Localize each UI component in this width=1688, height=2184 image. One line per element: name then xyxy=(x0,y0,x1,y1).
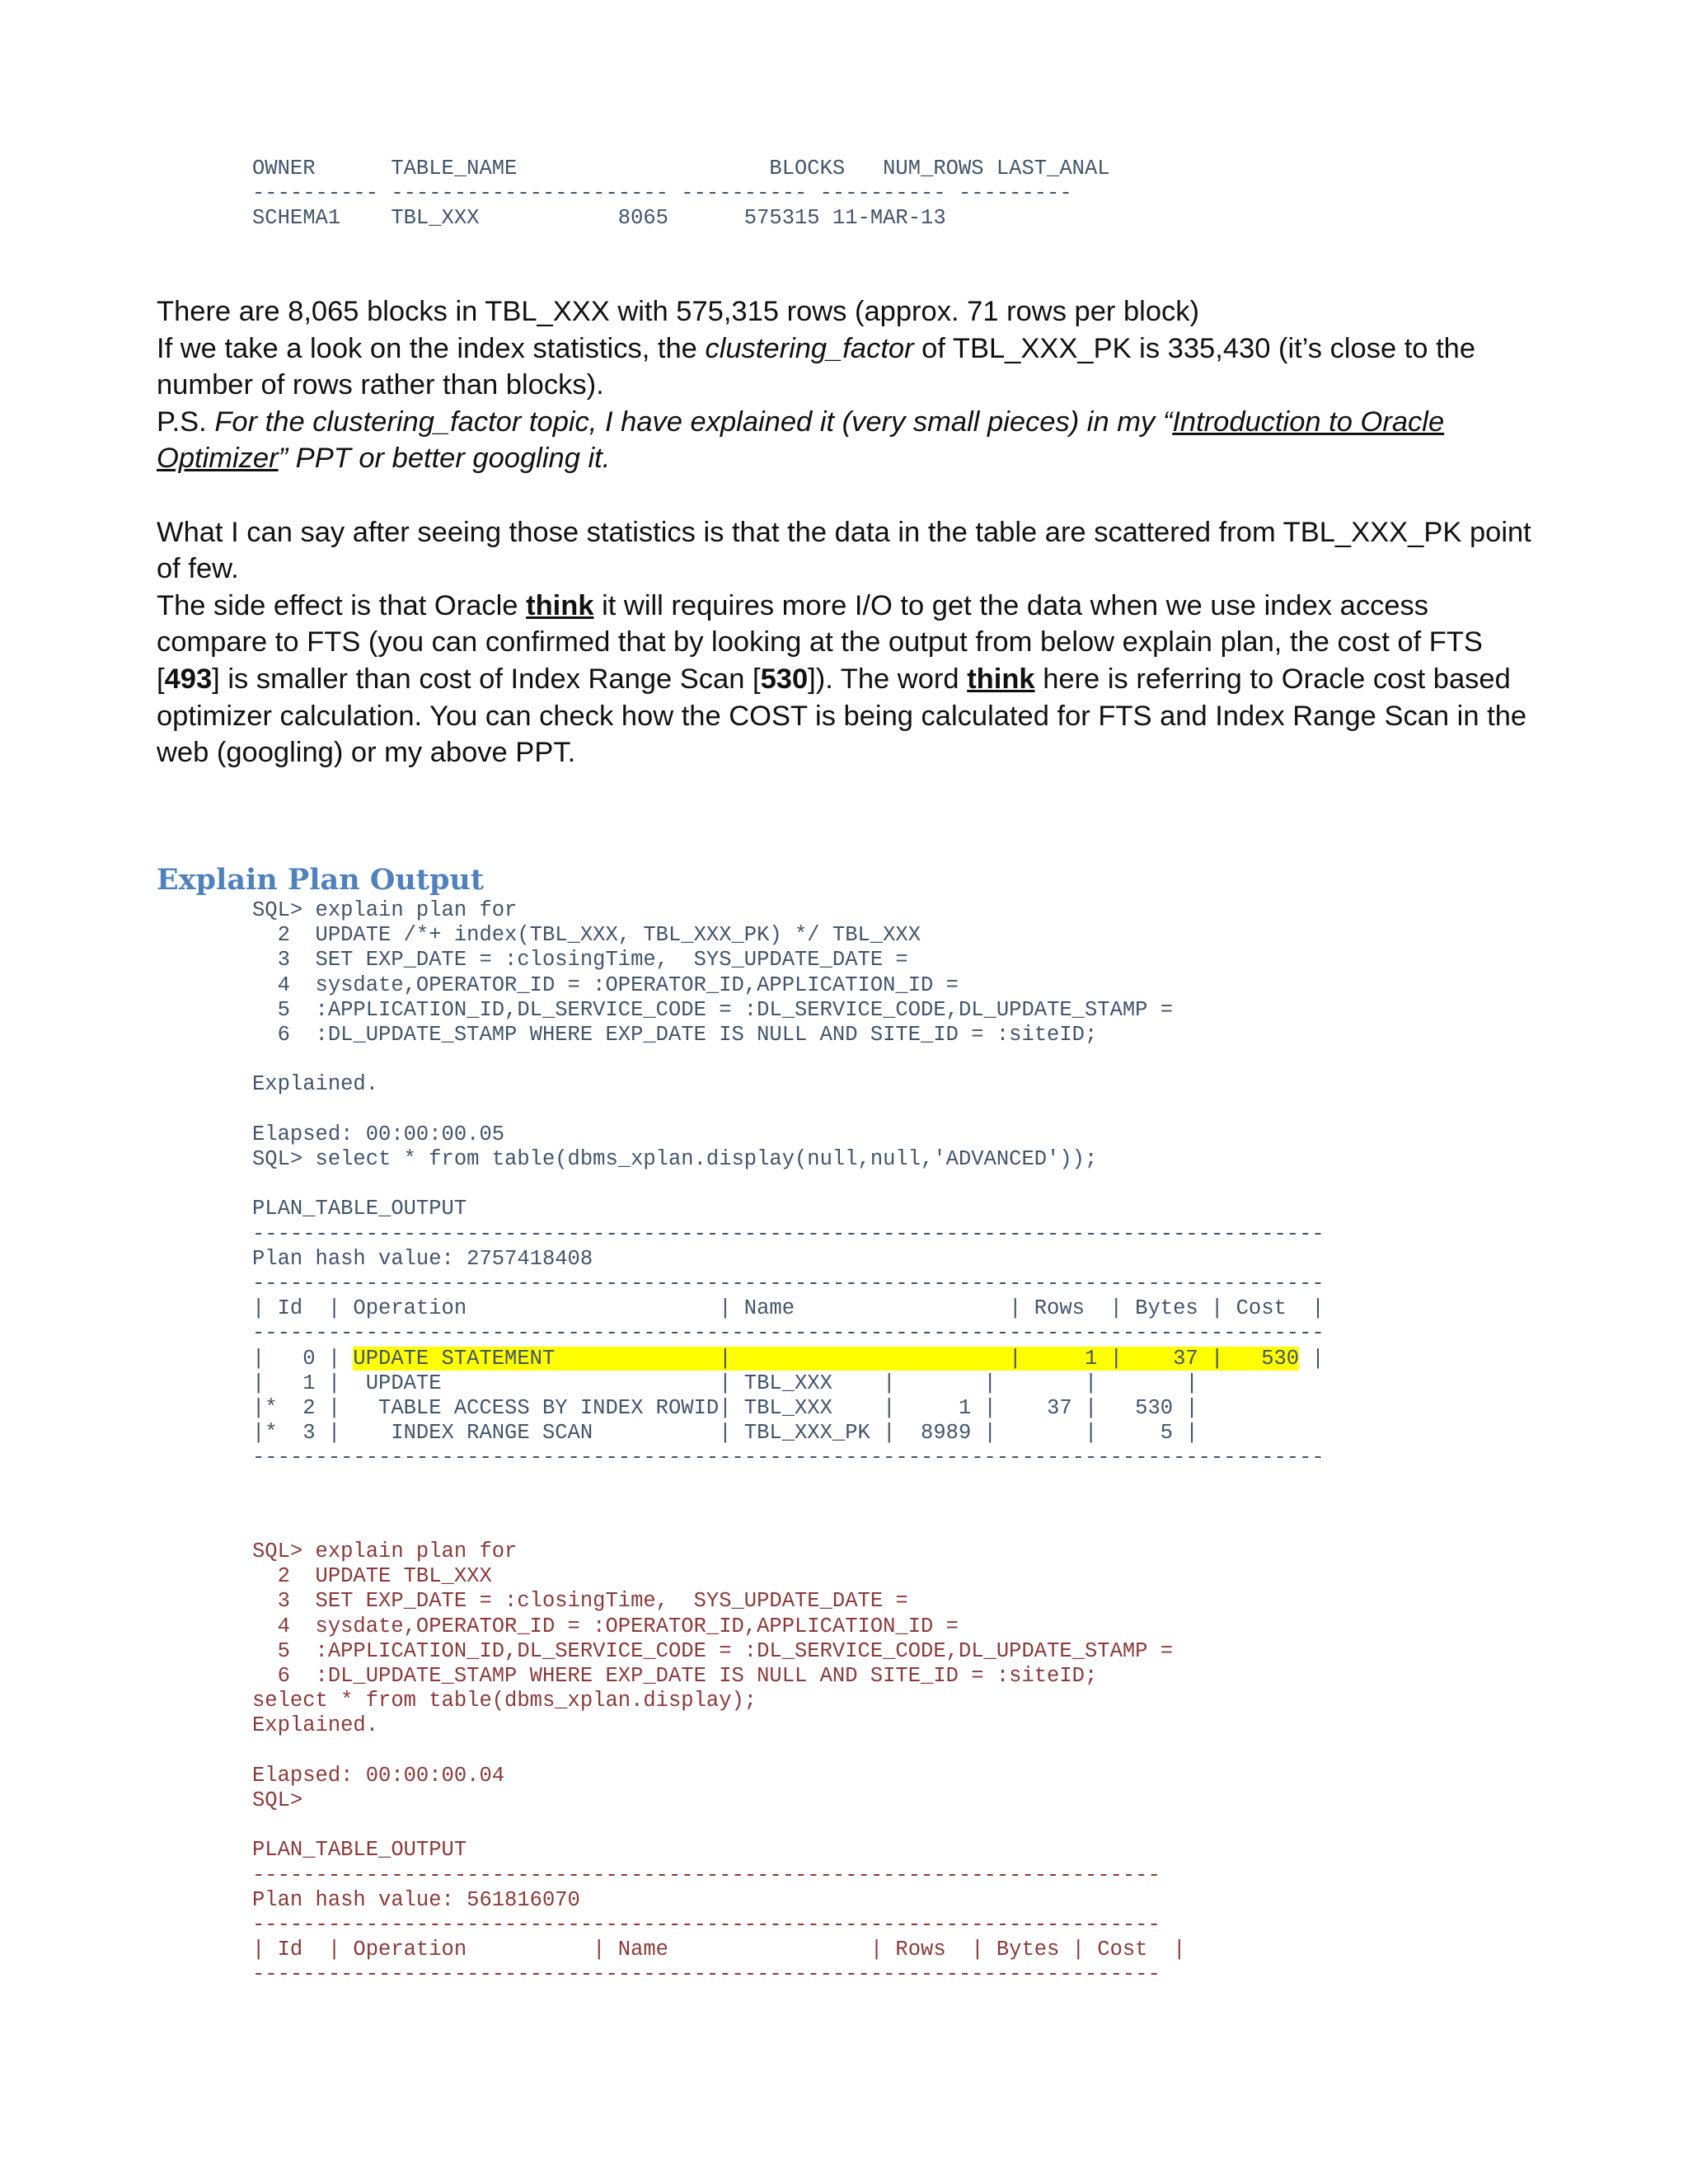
plan2-line: ------------------------------------------------------------------------ xyxy=(252,1863,1160,1887)
blocks-rows-sentence: There are 8,065 blocks in TBL_XXX with 575,315 rows (approx. 71 rows per block) xyxy=(157,296,1200,327)
optimizer-ppt-link[interactable]: Introduction to Oracle Optimizer xyxy=(157,405,1445,475)
explain-plan-full-scan xyxy=(252,1540,1185,1988)
plan2-line: 5 :APPLICATION_ID,DL_SERVICE_CODE = :DL_SERVICE_CODE,DL_UPDATE_STAMP = xyxy=(252,1638,1174,1663)
plan1-line: ------------------------------------------------------------------------------------- xyxy=(252,1221,1325,1246)
plan1-line: 5 :APPLICATION_ID,DL_SERVICE_CODE = :DL_SERVICE_CODE,DL_UPDATE_STAMP = xyxy=(252,997,1174,1022)
plan1-row-0: | 0 | UPDATE STATEMENT | | 1 | 37 | 530 | xyxy=(252,1346,1325,1371)
plan1-line: PLAN_TABLE_OUTPUT xyxy=(252,1197,467,1221)
stats-row: SCHEMA1 TBL_XXX 8065 575315 11-MAR-13 xyxy=(252,206,946,231)
stats-header: OWNER TABLE_NAME BLOCKS NUM_ROWS LAST_ANAL xyxy=(252,157,1110,180)
plan1-line: 6 :DL_UPDATE_STAMP WHERE EXP_DATE IS NULL AND SITE_ID = :siteID; xyxy=(252,1023,1098,1047)
paragraph-gap xyxy=(157,477,1541,514)
plan2-line: SQL> explain plan for xyxy=(252,1540,518,1563)
side-effect-paragraph: The side effect is that Oracle think it will requires more I/O to get the data when we use index access compare to FTS (you can confirmed that by looking at the output from below explain plan, the cost of FTS [493] is smaller than cost of Index Range Scan [530]). The word think here is referring to Oracle cost based optimizer calculation. You can check how the COST is being calculated for FTS and Index Range Scan in the web (googling) or my above PPT. xyxy=(157,589,1527,769)
plan1-line: 4 sysdate,OPERATOR_ID = :OPERATOR_ID,APPLICATION_ID = xyxy=(252,972,959,997)
clustering-factor-sentence: If we take a look on the index statistics, the clustering_factor of TBL_XXX_PK is 335,430 (it’s close to the number of rows rather than blocks). xyxy=(157,332,1476,401)
plan1-line: ------------------------------------------------------------------------------------- xyxy=(252,1321,1325,1346)
table-stats-block xyxy=(252,157,1110,232)
plan1-line: Explained. xyxy=(252,1072,379,1097)
plan1-line: ------------------------------------------------------------------------------------- xyxy=(252,1272,1325,1296)
think-emphasis: think xyxy=(526,589,594,621)
plan2-line: Plan hash value: 561816070 xyxy=(252,1887,580,1912)
plan1-line: |* 2 | TABLE ACCESS BY INDEX ROWID| TBL_XXX | 1 | 37 | 530 | xyxy=(252,1396,1198,1421)
plan2-lines xyxy=(252,1540,1185,1986)
plan2-line: select * from table(dbms_xplan.display); xyxy=(252,1689,757,1713)
plan2-line: PLAN_TABLE_OUTPUT xyxy=(252,1838,467,1863)
plan1-line: SQL> select * from table(dbms_xplan.display(null,null,'ADVANCED')); xyxy=(252,1147,1098,1172)
plan1-rows-after xyxy=(252,1371,1325,1470)
plan2-line: 4 sysdate,OPERATOR_ID = :OPERATOR_ID,APPLICATION_ID = xyxy=(252,1614,959,1638)
plan1-lines xyxy=(252,898,1325,1345)
index-range-scan-cost-value: 530 xyxy=(760,663,809,695)
plan2-line: Elapsed: 00:00:00.04 xyxy=(252,1763,505,1788)
highlighted-update-statement: UPDATE STATEMENT | | 1 | 37 | 530 xyxy=(353,1346,1300,1371)
plan2-line: | Id | Operation | Name | Rows | Bytes | Cost | xyxy=(252,1938,1186,1962)
plan1-line: Elapsed: 00:00:00.05 xyxy=(252,1122,505,1146)
plan1-line: Plan hash value: 2757418408 xyxy=(252,1246,593,1271)
explain-plan-hinted xyxy=(252,898,1325,1471)
clustering-factor-term: clustering_factor xyxy=(705,332,914,364)
plan2-line: SQL> xyxy=(252,1788,303,1813)
plan1-line: 3 SET EXP_DATE = :closingTime, SYS_UPDATE_DATE = xyxy=(252,948,908,972)
plan1-line: | Id | Operation | Name | Rows | Bytes | Cost | xyxy=(252,1296,1325,1321)
plan1-line: SQL> explain plan for xyxy=(252,898,518,922)
plan2-line: ------------------------------------------------------------------------ xyxy=(252,1913,1160,1938)
ps-note: P.S. For the clustering_factor topic, I have explained it (very small pieces) in my “Introduction to Oracle Optimizer” PPT or better googling it. xyxy=(157,405,1445,475)
stats-separator: ---------- ---------------------- ---------- ---------- --------- xyxy=(252,181,1072,206)
plan2-line: 6 :DL_UPDATE_STAMP WHERE EXP_DATE IS NULL AND SITE_ID = :siteID; xyxy=(252,1664,1098,1689)
plan1-line: ------------------------------------------------------------------------------------- xyxy=(252,1446,1325,1470)
plan2-line: Explained. xyxy=(252,1713,379,1738)
plan2-line: 3 SET EXP_DATE = :closingTime, SYS_UPDATE_DATE = xyxy=(252,1589,908,1614)
statistics-paragraph xyxy=(157,293,1541,771)
fts-cost-value: 493 xyxy=(164,663,213,695)
plan2-line: ------------------------------------------------------------------------ xyxy=(252,1962,1160,1987)
plan1-line: | 1 | UPDATE | TBL_XXX | | | | xyxy=(252,1371,1198,1395)
plan2-line: 2 UPDATE TBL_XXX xyxy=(252,1564,492,1589)
think-emphasis-2: think xyxy=(967,663,1035,695)
plan1-line: 2 UPDATE /*+ index(TBL_XXX, TBL_XXX_PK) */ TBL_XXX xyxy=(252,923,921,948)
scattered-data-sentence: What I can say after seeing those statistics is that the data in the table are scattered from TBL_XXX_PK point of few. xyxy=(157,516,1531,585)
plan1-line: |* 3 | INDEX RANGE SCAN | TBL_XXX_PK | 8989 | | 5 | xyxy=(252,1421,1198,1446)
section-heading: Explain Plan Output xyxy=(157,863,485,897)
